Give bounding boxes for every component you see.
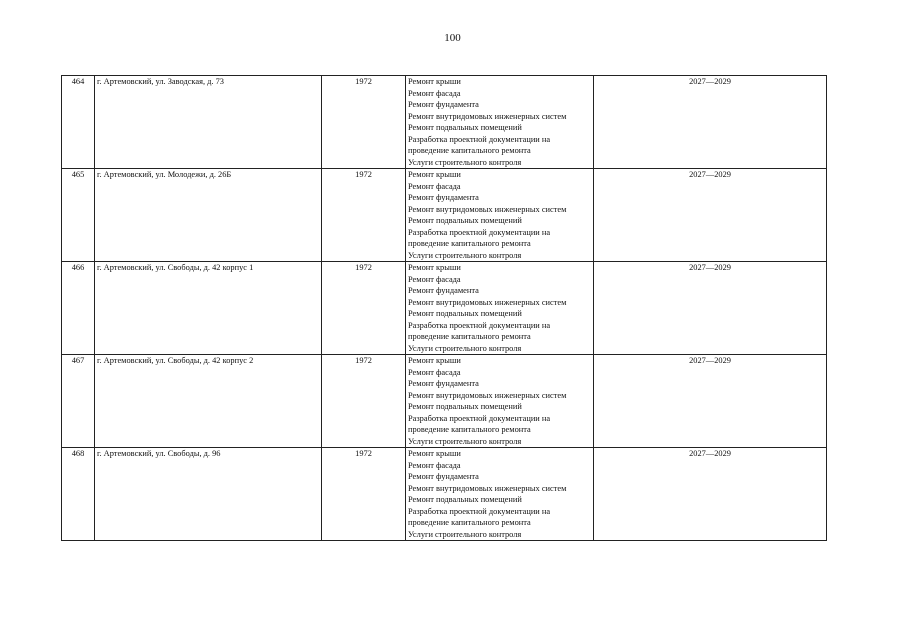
work-item: Ремонт внутридомовых инженерных систем <box>408 204 567 214</box>
address-cell: г. Артемовский, ул. Свободы, д. 42 корпус 2 <box>95 355 322 448</box>
works-list-cell <box>406 448 594 541</box>
work-item: Ремонт внутридомовых инженерных систем <box>408 390 567 400</box>
work-item: Ремонт крыши <box>408 263 461 272</box>
work-item: Ремонт фундамента <box>408 100 479 109</box>
year-cell: 1972 <box>322 76 406 169</box>
work-item: Разработка проектной документации на <box>408 320 551 330</box>
repair-schedule-table <box>61 75 827 541</box>
work-item: проведение капитального ремонта <box>408 518 531 527</box>
work-item: Ремонт подвальных помещений <box>408 216 522 225</box>
work-item: Ремонт фасада <box>408 274 461 284</box>
work-item: Ремонт фасада <box>408 367 461 377</box>
works-list-cell <box>406 262 594 355</box>
row-number-cell: 467 <box>62 355 95 448</box>
work-item: проведение капитального ремонта <box>408 332 531 341</box>
address-cell: г. Артемовский, ул. Молодежи, д. 26Б <box>95 169 322 262</box>
address-cell: г. Артемовский, ул. Заводская, д. 73 <box>95 76 322 169</box>
work-item: Ремонт внутридомовых инженерных систем <box>408 483 567 493</box>
period-cell: 2027—2029 <box>594 169 827 262</box>
work-item: проведение капитального ремонта <box>408 146 531 155</box>
page-number: 100 <box>444 32 461 44</box>
row-number-cell: 468 <box>62 448 95 541</box>
work-item: Ремонт подвальных помещений <box>408 309 522 318</box>
work-item: Разработка проектной документации на <box>408 227 551 237</box>
works-list-cell <box>406 355 594 448</box>
work-item: Услуги строительного контроля <box>408 436 522 446</box>
work-item: Ремонт крыши <box>408 77 461 86</box>
year-cell: 1972 <box>322 448 406 541</box>
work-item: проведение капитального ремонта <box>408 425 531 434</box>
address-cell: г. Артемовский, ул. Свободы, д. 42 корпус 1 <box>95 262 322 355</box>
year-cell: 1972 <box>322 169 406 262</box>
works-list-cell <box>406 76 594 169</box>
work-item: Ремонт фундамента <box>408 286 479 295</box>
work-item: Разработка проектной документации на <box>408 413 551 423</box>
work-item: Ремонт фасада <box>408 181 461 191</box>
work-item: Ремонт крыши <box>408 170 461 179</box>
address-cell: г. Артемовский, ул. Свободы, д. 96 <box>95 448 322 541</box>
work-item: Услуги строительного контроля <box>408 529 522 539</box>
work-item: Ремонт подвальных помещений <box>408 495 522 504</box>
works-list-cell <box>406 169 594 262</box>
repair-schedule-body <box>62 76 827 541</box>
work-item: Ремонт внутридомовых инженерных систем <box>408 297 567 307</box>
year-cell: 1972 <box>322 355 406 448</box>
work-item: Ремонт фундамента <box>408 193 479 202</box>
period-cell: 2027—2029 <box>594 355 827 448</box>
work-item: Ремонт внутридомовых инженерных систем <box>408 111 567 121</box>
work-item: Ремонт подвальных помещений <box>408 402 522 411</box>
work-item: Разработка проектной документации на <box>408 506 551 516</box>
row-number-cell: 464 <box>62 76 95 169</box>
work-item: Ремонт фасада <box>408 460 461 470</box>
work-item: Услуги строительного контроля <box>408 157 522 167</box>
work-item: Ремонт фасада <box>408 88 461 98</box>
work-item: Услуги строительного контроля <box>408 343 522 353</box>
period-cell: 2027—2029 <box>594 76 827 169</box>
table-row <box>62 169 827 262</box>
work-item: Ремонт фундамента <box>408 472 479 481</box>
year-cell: 1972 <box>322 262 406 355</box>
table-row <box>62 448 827 541</box>
work-item: Ремонт подвальных помещений <box>408 123 522 132</box>
work-item: Ремонт крыши <box>408 449 461 458</box>
work-item: Разработка проектной документации на <box>408 134 551 144</box>
row-number-cell: 465 <box>62 169 95 262</box>
table-row <box>62 76 827 169</box>
work-item: проведение капитального ремонта <box>408 239 531 248</box>
table-row <box>62 355 827 448</box>
work-item: Услуги строительного контроля <box>408 250 522 260</box>
period-cell: 2027—2029 <box>594 448 827 541</box>
row-number-cell: 466 <box>62 262 95 355</box>
work-item: Ремонт крыши <box>408 356 461 365</box>
table-row <box>62 262 827 355</box>
work-item: Ремонт фундамента <box>408 379 479 388</box>
period-cell: 2027—2029 <box>594 262 827 355</box>
